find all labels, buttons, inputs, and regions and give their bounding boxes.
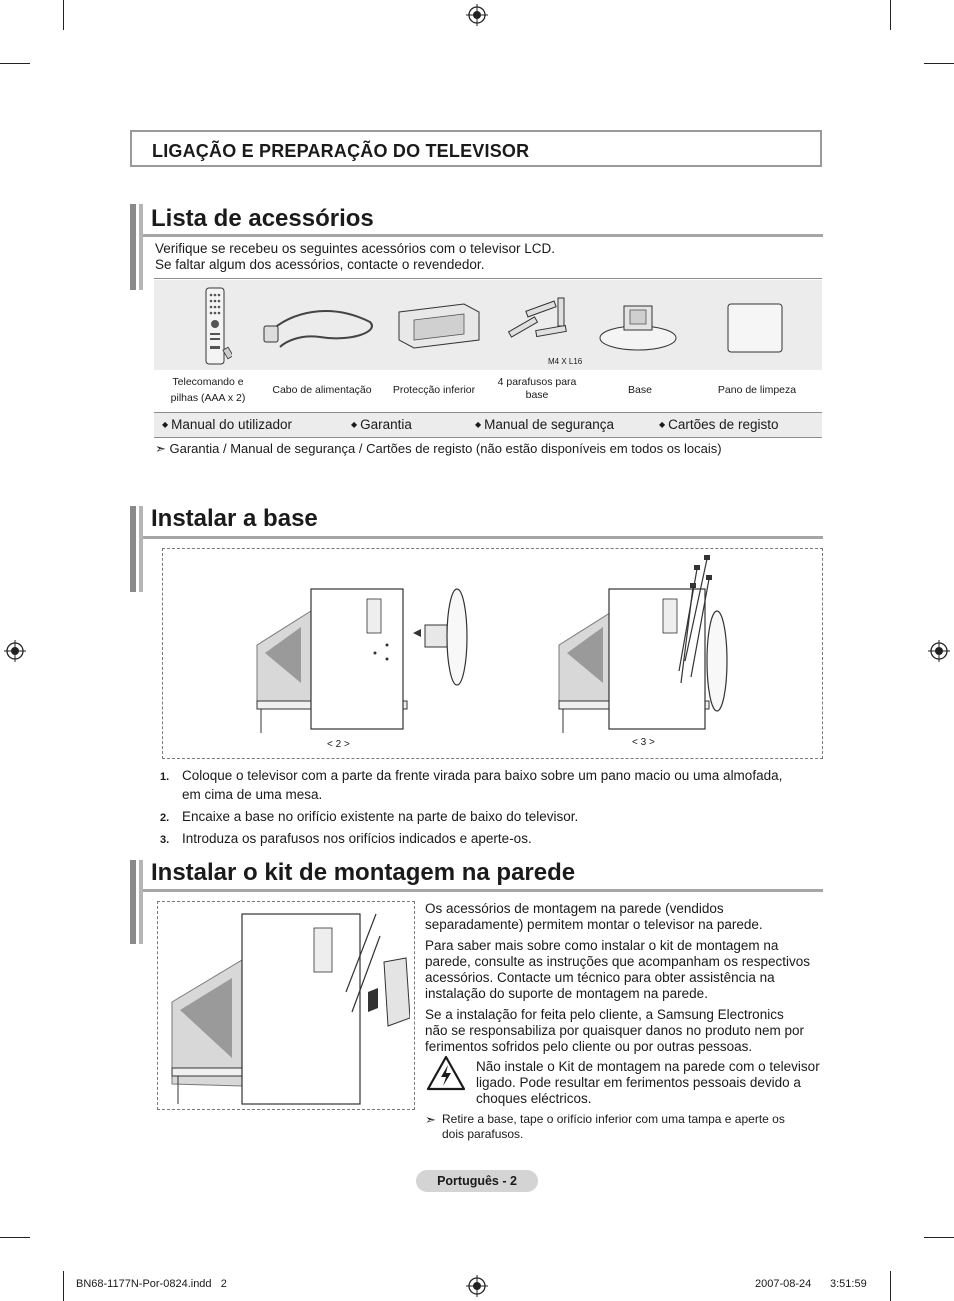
registration-mark-icon <box>4 640 26 662</box>
remote-control-icon <box>202 286 232 366</box>
wall-mount-title: Instalar o kit de montagem na parede <box>151 859 576 886</box>
accessories-intro-line: Se faltar algum dos acessórios, contacte o revendedor. <box>155 257 485 272</box>
crop-mark <box>63 1271 64 1301</box>
accessories-illustration-strip <box>154 280 822 370</box>
registration-mark-icon <box>928 640 950 662</box>
accessory-label: 4 parafusos para base <box>497 376 577 401</box>
wall-mount-illustration <box>166 908 410 1106</box>
chapter-header <box>130 130 822 167</box>
step-text: Introduza os parafusos nos orifícios indicados e aperte-os. <box>182 831 532 846</box>
warning-text: Não instale o Kit de montagem na parede com o televisor ligado. Pode resultar em ferimentos pessoais devido a choques eléctricos. <box>476 1059 820 1106</box>
section-rule <box>143 234 823 237</box>
registration-mark-icon <box>466 1275 488 1297</box>
note-arrow-icon: ➣ <box>155 441 170 456</box>
crop-mark <box>924 1237 954 1238</box>
chapter-title: LIGAÇÃO E PREPARAÇÃO DO TELEVISOR <box>152 141 530 161</box>
wall-mount-paragraph: Os acessórios de montagem na parede (vendidos separadamente) permitem montar o televisor na parede. <box>425 901 763 932</box>
cleaning-cloth-icon <box>724 300 788 354</box>
screws-icon <box>506 294 586 354</box>
section-accent-bar <box>139 204 143 290</box>
crop-mark <box>890 0 891 30</box>
document-item: ◆ Garantia <box>351 417 412 432</box>
bottom-cover-icon <box>394 300 484 350</box>
crop-mark <box>63 0 64 30</box>
section-accent-bar <box>139 506 143 592</box>
wall-mount-paragraph: Se a instalação for feita pelo cliente, a Samsung Electronics não se responsabiliza por quaisquer danos no produto nem por ferimentos sofridos pelo cliente ou por outras pessoas. <box>425 1007 805 1054</box>
footer-date: 2007-08-24 <box>755 1278 812 1290</box>
crop-mark <box>924 63 954 64</box>
install-base-figure <box>162 548 823 759</box>
accessory-label: Protecção inferior <box>392 384 476 396</box>
base-install-step3-illustration <box>553 553 783 743</box>
footer-time: 3:51:59 <box>830 1278 867 1290</box>
wall-mount-note: Retire a base, tape o orifício inferior com uma tampa e aperte os dois parafusos. <box>442 1112 785 1141</box>
section-accent-bar <box>139 860 143 944</box>
crop-mark <box>890 1271 891 1301</box>
step-text: Coloque o televisor com a parte da frente virada para baixo sobre um pano macio ou uma almofada, em cima de uma mesa. <box>182 768 783 802</box>
document-item: ◆ Cartões de registo <box>659 417 779 432</box>
section-accent-bar <box>130 860 136 944</box>
install-base-title: Instalar a base <box>151 505 318 532</box>
wall-mount-paragraph: Para saber mais sobre como instalar o kit de montagem na parede, consulte as instruções que acompanham os respectivos acessórios. Contacte um técnico para obter assistência na instalação do suporte de montagem na parede. <box>425 938 810 1001</box>
step-number: 2. <box>160 812 170 824</box>
document-item: ◆ Manual de segurança <box>475 417 614 432</box>
screw-spec-label: M4 X L16 <box>548 357 583 366</box>
accessories-note: ➣ Garantia / Manual de segurança / Cartões de registo (não estão disponíveis em todos os locais) <box>155 441 722 456</box>
base-install-step2-illustration <box>251 583 481 743</box>
crop-mark <box>0 63 30 64</box>
electric-shock-warning-icon <box>426 1055 466 1091</box>
registration-mark-icon <box>466 4 488 26</box>
step-number: 1. <box>160 771 170 783</box>
footer-filename: BN68-1177N-Por-0824.indd 2 <box>76 1278 227 1290</box>
accessory-label: Cabo de alimentação <box>272 384 372 396</box>
step-text: Encaixe a base no orifício existente na parte de baixo do televisor. <box>182 809 579 824</box>
note-arrow-icon: ➣ <box>425 1112 436 1127</box>
crop-mark <box>0 1237 30 1238</box>
section-rule <box>143 536 823 539</box>
page-number-badge: Português - 2 <box>416 1170 538 1192</box>
power-cable-icon <box>260 302 380 352</box>
accessory-label: Base <box>628 384 652 396</box>
stand-base-icon <box>598 300 678 354</box>
accessories-intro-line: Verifique se recebeu os seguintes acessórios com o televisor LCD. <box>155 241 555 256</box>
accessories-title: Lista de acessórios <box>151 205 374 232</box>
section-accent-bar <box>130 204 136 290</box>
divider <box>154 278 822 279</box>
section-rule <box>143 889 823 892</box>
accessory-label: Pano de limpeza <box>717 384 797 396</box>
step-number: 3. <box>160 834 170 846</box>
figure-caption: < 2 > <box>327 739 350 750</box>
figure-caption: < 3 > <box>632 737 655 748</box>
documents-row <box>154 412 822 438</box>
section-accent-bar <box>130 506 136 592</box>
wall-mount-figure <box>157 901 415 1110</box>
document-item: ◆ Manual do utilizador <box>162 417 292 432</box>
accessory-label: Telecomando e pilhas (AAA x 2) <box>170 376 246 404</box>
